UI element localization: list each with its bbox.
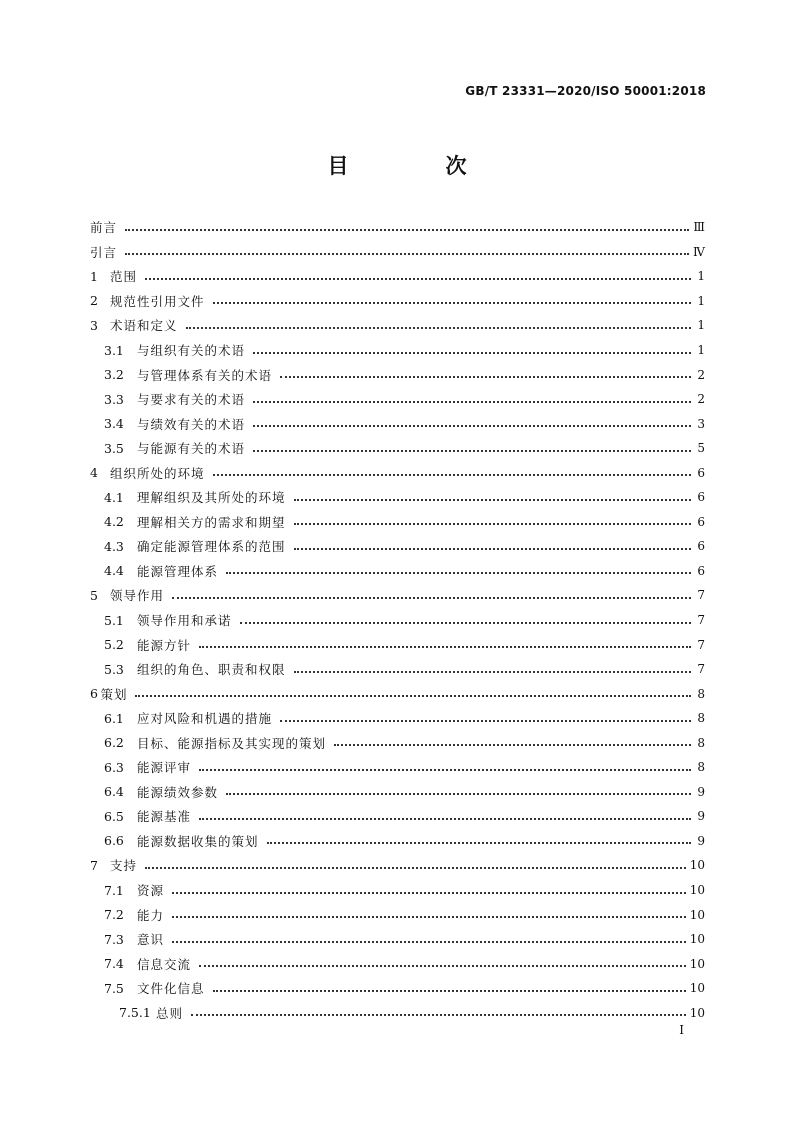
toc-entry[interactable] [90, 951, 705, 976]
dot-leader [135, 694, 691, 697]
toc-entry-number: 6.5 [104, 808, 124, 824]
toc-entry-number: 3.5 [104, 440, 124, 456]
toc-entry-label: 引言 [90, 244, 118, 260]
toc-entry-label: 范围 [110, 269, 138, 285]
toc-entry-page: 9 [697, 809, 705, 824]
dot-leader [145, 277, 691, 280]
toc-entry-page: 1 [697, 343, 705, 357]
toc-entry-number: 3.4 [104, 416, 124, 432]
toc-entry[interactable] [90, 706, 705, 731]
toc-entry-label: 能源评审 [137, 760, 192, 776]
toc-entry-page: 6 [697, 539, 705, 554]
toc-entry[interactable] [90, 829, 705, 854]
dot-leader [125, 228, 689, 231]
toc-entry-number: 1 [90, 268, 98, 284]
toc-entry-number: 4.1 [104, 489, 124, 505]
toc-entry-number: 7 [90, 857, 98, 873]
dot-leader [226, 792, 691, 795]
toc-entry[interactable] [90, 436, 705, 461]
dot-leader [213, 473, 691, 476]
toc-entry-number: 4.2 [104, 514, 124, 530]
toc-entry[interactable] [90, 534, 705, 559]
toc-entry-page: 10 [689, 907, 705, 922]
toc-entry-label: 能源绩效参数 [137, 784, 219, 800]
toc-entry[interactable] [90, 215, 705, 240]
toc-entry-label: 术语和定义 [110, 318, 178, 334]
toc-entry[interactable] [90, 927, 705, 952]
toc-entry-page: Ⅳ [693, 244, 705, 259]
toc-entry-label: 与绩效有关的术语 [137, 416, 246, 432]
toc-entry-label: 目标、能源指标及其实现的策划 [137, 735, 327, 751]
dot-leader [172, 891, 686, 894]
toc-entry[interactable] [90, 902, 705, 927]
toc-entry-label: 与组织有关的术语 [137, 343, 246, 358]
dot-leader [253, 351, 691, 354]
toc-entry-page: 2 [697, 392, 705, 407]
toc-entry[interactable] [90, 730, 705, 755]
toc-entry-page: 3 [697, 416, 705, 431]
toc-entry[interactable] [90, 240, 705, 265]
toc-entry-label: 文件化信息 [137, 981, 205, 997]
toc-entry-number: 3.3 [104, 391, 124, 407]
dot-leader [240, 621, 691, 624]
dot-leader [213, 301, 691, 304]
dot-leader [253, 449, 691, 452]
toc-entry[interactable] [90, 632, 705, 657]
toc-entry-page: 1 [697, 269, 705, 284]
toc-entry-label: 意识 [137, 932, 165, 948]
toc-entry-label: 组织所处的环境 [110, 465, 205, 481]
toc-entry[interactable] [90, 780, 705, 805]
toc-entry[interactable] [90, 313, 705, 338]
toc-entry-page: 7 [697, 662, 705, 677]
toc-entry[interactable] [90, 510, 705, 535]
toc-entry-label: 能源数据收集的策划 [137, 833, 259, 849]
toc-entry-page: 6 [697, 465, 705, 480]
toc-entry-page: 10 [689, 858, 705, 873]
toc-entry[interactable] [90, 1001, 705, 1026]
toc-entry-label: 能源方针 [137, 637, 192, 653]
toc-entry-label: 规范性引用文件 [110, 293, 205, 309]
toc-entry-label: 前言 [90, 220, 118, 236]
toc-entry-page: 1 [697, 293, 705, 308]
dot-leader [199, 645, 691, 648]
toc-entry[interactable] [90, 559, 705, 584]
toc-entry[interactable] [90, 485, 705, 510]
dot-leader [280, 375, 691, 378]
toc-entry-page: 5 [697, 441, 705, 456]
dot-leader [125, 252, 689, 255]
toc-entry-number: 4.4 [104, 563, 124, 579]
toc-entry-page: 7 [697, 613, 705, 628]
toc-entry-page: 6 [697, 490, 705, 505]
toc-entry-number: 6.2 [104, 735, 124, 751]
toc-entry-label: 能源基准 [137, 809, 192, 825]
toc-entry-page: 8 [697, 735, 705, 750]
toc-entry[interactable] [90, 853, 705, 878]
toc-entry-number: 3 [90, 317, 98, 333]
dot-leader [334, 743, 691, 746]
toc-entry[interactable] [90, 460, 705, 485]
toc-entry-label: 与要求有关的术语 [137, 392, 246, 408]
toc-entry-number: 7.4 [104, 956, 124, 972]
toc-entry-number: 7.5.1 [119, 1005, 151, 1021]
toc-entry-number: 6 [90, 686, 98, 702]
toc-entry[interactable] [90, 608, 705, 633]
toc-entry-page: 8 [697, 711, 705, 726]
toc-entry-number: 7.1 [104, 882, 124, 898]
toc-entry-number: 5 [90, 587, 98, 603]
dot-leader [199, 817, 691, 820]
dot-leader [191, 1013, 686, 1016]
standard-code: GB/T 23331—2020/ISO 50001:2018 [465, 84, 706, 98]
toc-entry-page: Ⅲ [693, 220, 705, 235]
toc-entry-page: 9 [697, 833, 705, 848]
toc-entry-label: 能力 [137, 907, 165, 923]
toc-entry-label: 信息交流 [137, 956, 192, 972]
dot-leader [294, 522, 691, 525]
toc-entry-number: 4 [90, 465, 98, 481]
dot-leader [145, 866, 686, 869]
toc-entry-label: 组织的角色、职责和权限 [137, 662, 286, 678]
dot-leader [294, 670, 691, 673]
toc-entry-number: 5.2 [104, 637, 124, 653]
toc-entry-label: 策划 [100, 686, 128, 702]
toc-entry[interactable] [90, 387, 705, 412]
toc-entry-number: 7.3 [104, 931, 124, 947]
toc-entry-page: 6 [697, 514, 705, 529]
toc-entry[interactable] [90, 338, 705, 363]
toc-entry-label: 与能源有关的术语 [137, 441, 246, 457]
toc-entry-number: 6.4 [104, 784, 124, 800]
toc-entry[interactable] [90, 362, 705, 387]
toc-entry-label: 领导作用 [110, 588, 165, 604]
toc-entry-page: 10 [689, 981, 705, 996]
toc-entry-page: 2 [697, 367, 705, 382]
toc-entry-page: 7 [697, 588, 705, 603]
toc-entry[interactable] [90, 681, 705, 706]
toc-entry-label: 确定能源管理体系的范围 [137, 539, 286, 555]
toc-entry-label: 与管理体系有关的术语 [137, 367, 273, 383]
toc-entry-label: 能源管理体系 [137, 563, 219, 579]
dot-leader [172, 596, 691, 599]
toc-entry-page: 10 [689, 956, 705, 971]
toc-entry-number: 6.6 [104, 833, 124, 849]
toc-entry-page: 8 [697, 760, 705, 775]
dot-leader [267, 841, 691, 844]
toc-entry-label: 领导作用和承诺 [137, 613, 232, 629]
dot-leader [226, 571, 691, 574]
toc-entry[interactable] [90, 804, 705, 829]
toc-entry-number: 2 [90, 293, 98, 309]
dot-leader [172, 915, 686, 918]
toc-entry-page: 7 [697, 637, 705, 652]
toc-entry-label: 理解相关方的需求和期望 [137, 514, 286, 530]
toc-entry[interactable] [90, 264, 705, 289]
toc-entry-label: 应对风险和机遇的措施 [137, 711, 273, 727]
toc-entry-number: 6.3 [104, 759, 124, 775]
dot-leader [253, 424, 691, 427]
toc-entry-label: 理解组织及其所处的环境 [137, 490, 286, 506]
toc-entry-label: 支持 [110, 858, 138, 874]
toc-entry-number: 3.1 [104, 342, 124, 358]
toc-entry-page: 10 [689, 932, 705, 947]
dot-leader [199, 964, 686, 967]
toc-entry[interactable] [90, 411, 705, 436]
toc-entry[interactable] [90, 878, 705, 903]
toc-entry-label: 总则 [156, 1005, 184, 1021]
toc-entry-number: 7.2 [104, 907, 124, 923]
toc-entry-page: 10 [689, 883, 705, 898]
dot-leader [213, 989, 686, 992]
toc-entry[interactable] [90, 583, 705, 608]
toc-entry-number: 3.2 [104, 367, 124, 383]
table-of-contents [90, 215, 705, 1025]
page-number: I [679, 1023, 684, 1037]
dot-leader [294, 547, 691, 550]
toc-entry-page: 6 [697, 563, 705, 578]
dot-leader [199, 768, 691, 771]
toc-entry-page: 10 [689, 1005, 705, 1020]
toc-entry[interactable] [90, 755, 705, 780]
toc-entry[interactable] [90, 976, 705, 1001]
dot-leader [186, 326, 691, 329]
toc-entry-number: 6.1 [104, 710, 124, 726]
dot-leader [294, 498, 691, 501]
toc-entry-number: 5.1 [104, 612, 124, 628]
toc-entry-page: 1 [697, 318, 705, 333]
toc-entry[interactable] [90, 657, 705, 682]
toc-entry[interactable] [90, 289, 705, 314]
toc-entry-page: 8 [697, 686, 705, 701]
page-title: 目 次 [327, 153, 505, 178]
dot-leader [253, 400, 691, 403]
toc-entry-number: 4.3 [104, 538, 124, 554]
toc-entry-page: 9 [697, 784, 705, 799]
dot-leader [172, 940, 686, 943]
toc-entry-number: 5.3 [104, 661, 124, 677]
toc-entry-number: 7.5 [104, 980, 124, 996]
toc-entry-label: 资源 [137, 883, 165, 899]
dot-leader [280, 719, 691, 722]
